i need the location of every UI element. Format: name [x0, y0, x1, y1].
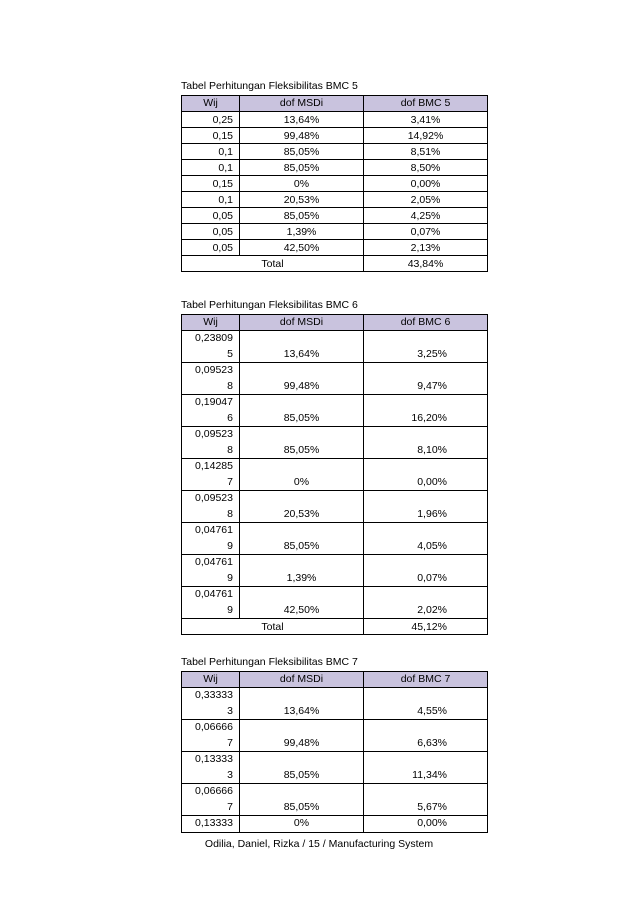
- total-value: 45,12%: [364, 619, 488, 635]
- cell-bmc: 4,05%: [364, 523, 488, 555]
- table-row: [182, 112, 488, 128]
- table-section-bmc5: [181, 80, 487, 272]
- cell-bmc: 16,20%: [364, 395, 488, 427]
- table-row: [182, 491, 488, 523]
- cell-bmc: 8,51%: [364, 144, 488, 160]
- table-row: [182, 395, 488, 427]
- cell-wij: 0,05: [182, 224, 240, 240]
- cell-msdi: 20,53%: [240, 491, 364, 523]
- cell-bmc: 5,67%: [364, 784, 488, 816]
- cell-wij: 0,33333 3: [182, 688, 240, 720]
- cell-bmc: 6,63%: [364, 720, 488, 752]
- cell-wij: 0,04761 9: [182, 587, 240, 619]
- header-row: [182, 96, 488, 112]
- cell-msdi: 85,05%: [240, 752, 364, 784]
- cell-bmc: 2,13%: [364, 240, 488, 256]
- col-header-msdi: dof MSDi: [240, 315, 364, 331]
- cell-msdi: 13,64%: [240, 331, 364, 363]
- cell-bmc: 0,07%: [364, 555, 488, 587]
- total-row: [182, 619, 488, 635]
- cell-wij: 0,06666 7: [182, 720, 240, 752]
- total-label: Total: [182, 619, 364, 635]
- cell-msdi: 99,48%: [240, 363, 364, 395]
- cell-msdi: 85,05%: [240, 395, 364, 427]
- col-header-wij: Wij: [182, 96, 240, 112]
- cell-wij: 0,15: [182, 176, 240, 192]
- table-section-bmc7: [181, 656, 487, 833]
- cell-wij: 0,1: [182, 160, 240, 176]
- cell-msdi: 85,05%: [240, 208, 364, 224]
- cell-wij: 0,05: [182, 240, 240, 256]
- table-row: [182, 427, 488, 459]
- cell-wij: 0,09523 8: [182, 363, 240, 395]
- total-value: 43,84%: [364, 256, 488, 272]
- col-header-wij: Wij: [182, 672, 240, 688]
- cell-wij: 0,25: [182, 112, 240, 128]
- cell-msdi: 13,64%: [240, 112, 364, 128]
- col-header-bmc: dof BMC 7: [364, 672, 488, 688]
- header-row: [182, 315, 488, 331]
- cell-msdi: 42,50%: [240, 240, 364, 256]
- cell-bmc: 3,25%: [364, 331, 488, 363]
- cell-bmc: 0,00%: [364, 459, 488, 491]
- table-row: [182, 128, 488, 144]
- cell-wij: 0,09523 8: [182, 491, 240, 523]
- cell-bmc: 1,96%: [364, 491, 488, 523]
- table-row: [182, 160, 488, 176]
- table-section-bmc6: [181, 299, 487, 635]
- table-row: [182, 587, 488, 619]
- cell-msdi: 13,64%: [240, 688, 364, 720]
- cell-msdi: 85,05%: [240, 427, 364, 459]
- cell-msdi: 99,48%: [240, 128, 364, 144]
- cell-bmc: 0,00%: [364, 816, 488, 833]
- col-header-msdi: dof MSDi: [240, 672, 364, 688]
- cell-wij: 0,04761 9: [182, 555, 240, 587]
- cell-msdi: 1,39%: [240, 224, 364, 240]
- table-row: [182, 459, 488, 491]
- cell-bmc: 4,25%: [364, 208, 488, 224]
- total-label: Total: [182, 256, 364, 272]
- cell-msdi: 99,48%: [240, 720, 364, 752]
- cell-bmc: 8,10%: [364, 427, 488, 459]
- page-footer: Odilia, Daniel, Rizka / 15 / Manufacturing System: [204, 838, 434, 850]
- cell-wij: 0,15: [182, 128, 240, 144]
- header-row: [182, 672, 488, 688]
- cell-bmc: 9,47%: [364, 363, 488, 395]
- cell-msdi: 0%: [240, 459, 364, 491]
- table-caption: Tabel Perhitungan Fleksibilitas BMC 7: [181, 656, 358, 668]
- cell-msdi: 85,05%: [240, 160, 364, 176]
- table-row: [182, 784, 488, 816]
- col-header-msdi: dof MSDi: [240, 96, 364, 112]
- cell-bmc: 0,00%: [364, 176, 488, 192]
- table-row: [182, 752, 488, 784]
- cell-msdi: 0%: [240, 816, 364, 833]
- cell-bmc: 2,02%: [364, 587, 488, 619]
- cell-bmc: 3,41%: [364, 112, 488, 128]
- cell-msdi: 20,53%: [240, 192, 364, 208]
- cell-wij: 0,23809 5: [182, 331, 240, 363]
- table-row: [182, 816, 488, 833]
- table-row: [182, 363, 488, 395]
- cell-wij: 0,06666 7: [182, 784, 240, 816]
- table-bmc5: [181, 95, 488, 272]
- cell-wij: 0,1: [182, 144, 240, 160]
- total-row: [182, 256, 488, 272]
- table-bmc7: [181, 671, 488, 833]
- cell-msdi: 85,05%: [240, 144, 364, 160]
- table-row: [182, 688, 488, 720]
- table-row: [182, 240, 488, 256]
- cell-msdi: 85,05%: [240, 523, 364, 555]
- cell-wij: 0,19047 6: [182, 395, 240, 427]
- col-header-wij: Wij: [182, 315, 240, 331]
- table-row: [182, 555, 488, 587]
- cell-wij: 0,09523 8: [182, 427, 240, 459]
- table-row: [182, 224, 488, 240]
- table-row: [182, 720, 488, 752]
- cell-bmc: 4,55%: [364, 688, 488, 720]
- cell-bmc: 0,07%: [364, 224, 488, 240]
- table-row: [182, 176, 488, 192]
- cell-msdi: 1,39%: [240, 555, 364, 587]
- table-caption: Tabel Perhitungan Fleksibilitas BMC 5: [181, 80, 358, 92]
- cell-wij: 0,1: [182, 192, 240, 208]
- cell-bmc: 14,92%: [364, 128, 488, 144]
- table-row: [182, 331, 488, 363]
- cell-msdi: 42,50%: [240, 587, 364, 619]
- cell-wij: 0,14285 7: [182, 459, 240, 491]
- table-bmc6: [181, 314, 488, 635]
- cell-wij: 0,04761 9: [182, 523, 240, 555]
- col-header-bmc: dof BMC 5: [364, 96, 488, 112]
- table-row: [182, 523, 488, 555]
- cell-bmc: 8,50%: [364, 160, 488, 176]
- table-row: [182, 144, 488, 160]
- col-header-bmc: dof BMC 6: [364, 315, 488, 331]
- cell-bmc: 2,05%: [364, 192, 488, 208]
- cell-bmc: 11,34%: [364, 752, 488, 784]
- table-row: [182, 192, 488, 208]
- cell-wij: 0,13333: [182, 816, 240, 833]
- table-caption: Tabel Perhitungan Fleksibilitas BMC 6: [181, 299, 358, 311]
- table-row: [182, 208, 488, 224]
- cell-msdi: 85,05%: [240, 784, 364, 816]
- cell-wij: 0,05: [182, 208, 240, 224]
- cell-msdi: 0%: [240, 176, 364, 192]
- cell-wij: 0,13333 3: [182, 752, 240, 784]
